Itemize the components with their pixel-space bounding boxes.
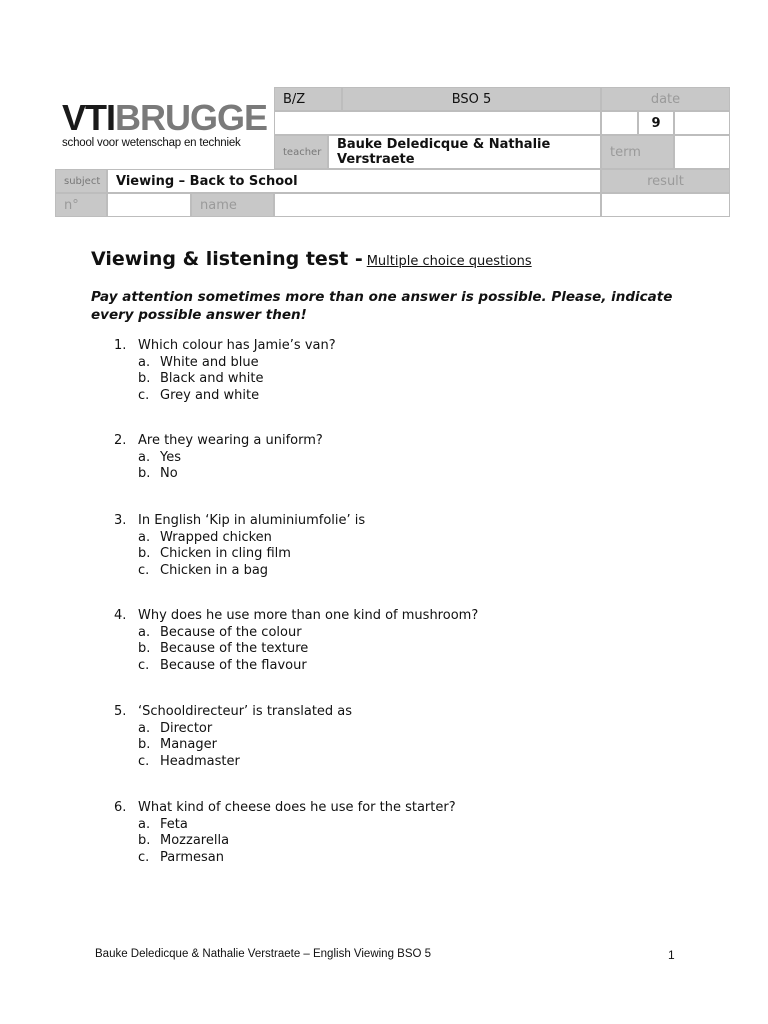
question-text: What kind of cheese does he use for the starter? [138, 800, 456, 815]
option-text: Grey and white [160, 387, 260, 403]
logo-vti: VTI [62, 97, 116, 138]
option-letter: a. [138, 624, 151, 640]
option-text: Black and white [160, 371, 264, 386]
option-letter: b. [138, 546, 151, 561]
option-text: Because of the flavour [160, 657, 307, 673]
number-label: n° [64, 197, 79, 213]
page-number: 1 [668, 948, 675, 962]
subject-label-cell [55, 169, 107, 193]
question-row [114, 513, 365, 530]
date-day-cell[interactable] [601, 111, 638, 135]
option-text: Director [160, 720, 213, 736]
bz-cell [274, 87, 342, 111]
question-number: 2. [114, 433, 127, 448]
instructions: Pay attention sometimes more than one answer is possible. Please, indicate every possible answer then! [91, 289, 673, 323]
date-label: date [650, 91, 681, 107]
name-field[interactable] [274, 193, 601, 217]
term-label: term [610, 144, 641, 160]
subject-cell [107, 169, 601, 193]
question-text: ‘Schooldirecteur’ is translated as [138, 704, 353, 719]
option-letter: b. [138, 737, 151, 752]
logo-tagline: school voor wetenschap en techniek [62, 137, 241, 149]
option-letter: b. [138, 833, 151, 848]
term-value-cell[interactable] [674, 135, 730, 169]
option-text: Feta [160, 816, 188, 832]
number-field[interactable] [107, 193, 191, 217]
option-letter: c. [138, 387, 150, 403]
term-label-cell [601, 135, 674, 169]
question-2 [114, 433, 323, 483]
date-label-cell [601, 87, 730, 111]
answer-option[interactable] [114, 658, 478, 675]
question-5 [114, 704, 352, 770]
question-row [114, 704, 352, 721]
option-text: Because of the colour [160, 624, 302, 640]
answer-option[interactable] [114, 721, 352, 738]
option-letter: c. [138, 849, 150, 865]
logo-brugge: BRUGGE [115, 97, 268, 138]
question-number: 5. [114, 704, 127, 719]
option-text: White and blue [160, 354, 259, 370]
question-row [114, 433, 323, 450]
answer-option[interactable] [114, 466, 323, 483]
option-letter: a. [138, 354, 151, 370]
option-letter: c. [138, 753, 150, 769]
bz-label: B/Z [283, 91, 306, 107]
name-label-cell [191, 193, 274, 217]
answer-option[interactable] [114, 371, 336, 388]
option-letter: a. [138, 449, 151, 465]
option-text: Mozzarella [160, 833, 230, 848]
answer-option[interactable] [114, 833, 456, 850]
test-title [91, 248, 532, 270]
answer-option[interactable] [114, 850, 456, 867]
question-text: In English ‘Kip in aluminiumfolie’ is [138, 513, 366, 528]
question-number: 4. [114, 608, 127, 623]
option-text: Headmaster [160, 753, 240, 769]
question-1 [114, 338, 336, 404]
question-3 [114, 513, 365, 579]
question-text: Which colour has Jamie’s van? [138, 338, 336, 353]
question-row [114, 338, 336, 355]
option-letter: c. [138, 562, 150, 578]
teacher-name: Bauke Deledicque & Nathalie Verstraete [337, 137, 551, 167]
answer-option[interactable] [114, 625, 478, 642]
option-text: No [160, 466, 178, 481]
date-value: 9 [651, 115, 661, 131]
question-text: Are they wearing a uniform? [138, 433, 323, 448]
result-label-cell [601, 169, 730, 193]
result-field[interactable] [601, 193, 730, 217]
option-text: Chicken in a bag [160, 562, 269, 578]
option-text: Because of the texture [160, 641, 309, 656]
question-row [114, 608, 478, 625]
option-letter: c. [138, 657, 150, 673]
question-text: Why does he use more than one kind of mushroom? [138, 608, 479, 623]
option-letter: a. [138, 816, 151, 832]
teacher-label: teacher [283, 146, 322, 158]
footer-text: Bauke Deledicque & Nathalie Verstraete – English Viewing BSO 5 [95, 948, 432, 960]
answer-option[interactable] [114, 737, 352, 754]
answer-option[interactable] [114, 355, 336, 372]
option-letter: b. [138, 466, 151, 481]
option-letter: a. [138, 529, 151, 545]
header-table [55, 87, 730, 217]
date-year-cell[interactable] [674, 111, 730, 135]
option-letter: b. [138, 641, 151, 656]
title-subtitle: Multiple choice questions [366, 254, 532, 269]
question-6 [114, 800, 456, 866]
option-text: Chicken in cling film [160, 546, 291, 561]
course-cell [342, 87, 601, 111]
teacher-cell [328, 135, 601, 169]
question-number: 6. [114, 800, 127, 815]
option-text: Yes [160, 449, 181, 465]
answer-option[interactable] [114, 817, 456, 834]
title-main: Viewing & listening test - [91, 248, 363, 270]
question-row [114, 800, 456, 817]
answer-option[interactable] [114, 754, 352, 771]
option-letter: a. [138, 720, 151, 736]
blank-field-cell[interactable] [274, 111, 601, 135]
answer-option[interactable] [114, 530, 365, 547]
question-number: 1. [114, 338, 127, 353]
option-text: Manager [160, 737, 217, 752]
option-text: Parmesan [160, 849, 224, 865]
answer-option[interactable] [114, 563, 365, 580]
option-text: Wrapped chicken [160, 529, 272, 545]
answer-option[interactable] [114, 641, 478, 658]
answer-option[interactable] [114, 450, 323, 467]
answer-option[interactable] [114, 388, 336, 405]
subject-label: subject [64, 175, 101, 187]
subject-value: Viewing – Back to School [116, 173, 298, 189]
course-label: BSO 5 [451, 91, 492, 107]
question-4 [114, 608, 478, 674]
date-month-cell[interactable] [638, 111, 674, 135]
option-letter: b. [138, 371, 151, 386]
name-label: name [200, 197, 237, 213]
teacher-label-cell [274, 135, 328, 169]
number-label-cell [55, 193, 107, 217]
answer-option[interactable] [114, 546, 365, 563]
question-number: 3. [114, 513, 127, 528]
result-label: result [647, 173, 684, 189]
